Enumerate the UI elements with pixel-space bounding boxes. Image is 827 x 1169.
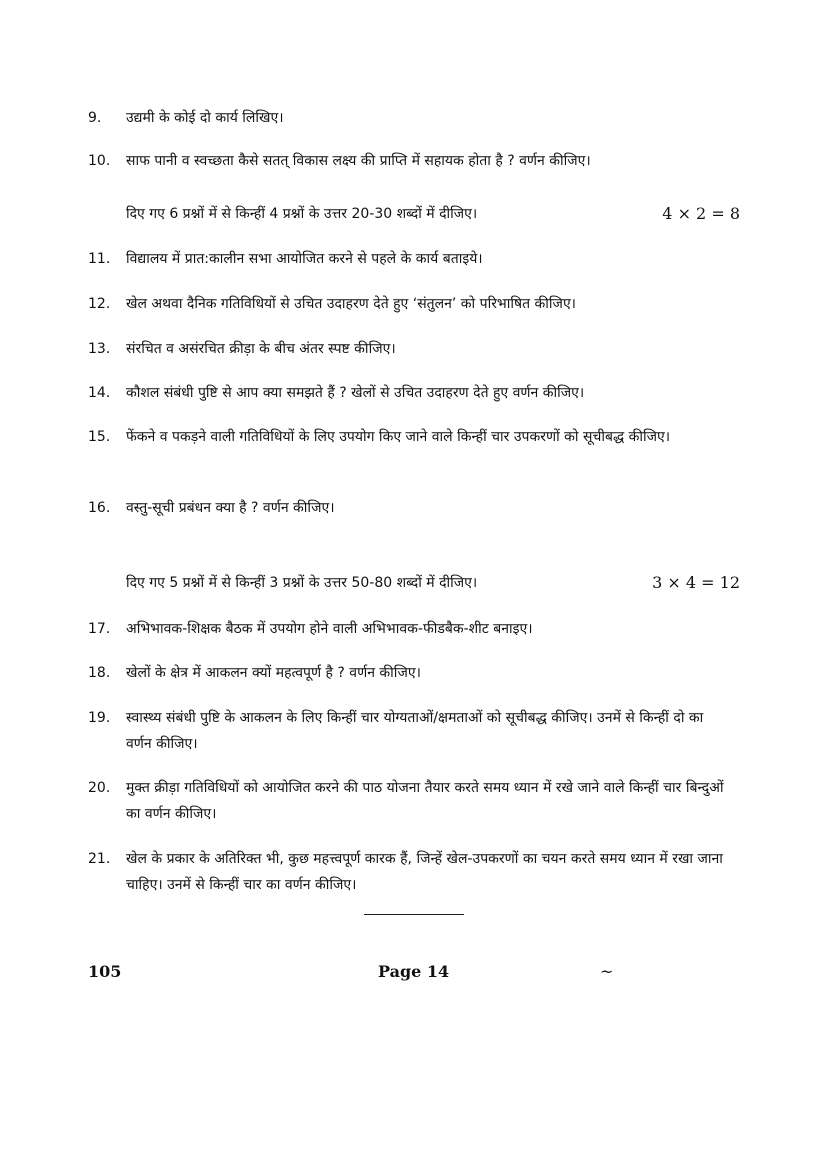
question-14 <box>88 380 728 406</box>
question-12 <box>88 291 728 317</box>
footer-mark: ~ <box>600 962 614 981</box>
question-text: कौशल संबंधी पुष्टि से आप क्या समझते हैं ? खेलों से उचित उदाहरण देते हुए वर्णन कीजिए। <box>126 385 585 401</box>
paper-code: 105 <box>88 962 122 981</box>
question-text: मुक्त क्रीड़ा गतिविधियों को आयोजित करने की पाठ योजना तैयार करते समय ध्यान में रखे जाने वाले किन्हीं चार बिन्दुओं का वर्णन कीजिए। <box>126 780 724 822</box>
question-text: विद्यालय में प्रात:कालीन सभा आयोजित करने से पहले के कार्य बताइये। <box>126 251 483 267</box>
section-marks: 4 × 2 = 8 <box>662 204 740 223</box>
question-number: 9. <box>88 110 102 126</box>
page-number: Page 14 <box>378 962 450 981</box>
question-text: अभिभावक-शिक्षक बैठक में उपयोग होने वाली अभिभावक-फीडबैक-शीट बनाइए। <box>126 621 533 637</box>
question-text: खेल अथवा दैनिक गतिविधियों से उचित उदाहरण देते हुए ‘संतुलन’ को परिभाषित कीजिए। <box>126 296 576 312</box>
question-text: संरचित व असंरचित क्रीड़ा के बीच अंतर स्पष्ट कीजिए। <box>126 341 396 357</box>
section-b-heading <box>126 201 740 227</box>
question-text: खेल के प्रकार के अतिरिक्त भी, कुछ महत्त्वपूर्ण कारक हैं, जिन्हें खेल-उपकरणों का चयन करते समय ध्यान में रखा जाना चाहिए। उनमें से किन्हीं चार का वर्णन कीजिए। <box>126 851 723 893</box>
question-15 <box>88 424 728 450</box>
end-divider <box>364 914 464 915</box>
question-9 <box>88 105 728 131</box>
section-instruction: दिए गए 5 प्रश्नों में से किन्हीं 3 प्रश्नों के उत्तर 50-80 शब्दों में दीजिए। <box>126 575 478 591</box>
question-text: स्वास्थ्य संबंधी पुष्टि के आकलन के लिए किन्हीं चार योग्यताओं/क्षमताओं को सूचीबद्ध कीजिए। उनमें से किन्हीं दो का वर्णन कीजिए। <box>126 710 704 752</box>
section-marks: 3 × 4 = 12 <box>652 573 740 592</box>
question-19 <box>88 705 728 757</box>
question-text: उद्यमी के कोई दो कार्य लिखिए। <box>126 110 284 126</box>
question-number: 19. <box>88 710 111 726</box>
question-16 <box>88 495 728 521</box>
question-text: वस्तु-सूची प्रबंधन क्या है ? वर्णन कीजिए। <box>126 500 335 516</box>
question-number: 15. <box>88 429 111 445</box>
question-text: फेंकने व पकड़ने वाली गतिविधियों के लिए उपयोग किए जाने वाले किन्हीं चार उपकरणों को सूचीबद्ध कीजिए। <box>126 429 671 445</box>
question-20 <box>88 775 728 827</box>
question-number: 17. <box>88 621 111 637</box>
question-11 <box>88 246 728 272</box>
question-text: साफ पानी व स्वच्छता कैसे सतत् विकास लक्ष्य की प्राप्ति में सहायक होता है ? वर्णन कीजिए। <box>126 153 591 169</box>
question-text: खेलों के क्षेत्र में आकलन क्यों महत्वपूर्ण है ? वर्णन कीजिए। <box>126 665 421 681</box>
question-17 <box>88 616 728 642</box>
question-18 <box>88 660 728 686</box>
question-number: 20. <box>88 780 111 796</box>
section-instruction: दिए गए 6 प्रश्नों में से किन्हीं 4 प्रश्नों के उत्तर 20-30 शब्दों में दीजिए। <box>126 206 478 222</box>
question-number: 18. <box>88 665 111 681</box>
question-number: 16. <box>88 500 111 516</box>
question-number: 10. <box>88 153 111 169</box>
question-21 <box>88 846 728 898</box>
question-13 <box>88 336 728 362</box>
section-c-heading <box>126 570 740 596</box>
question-number: 21. <box>88 851 111 867</box>
question-number: 13. <box>88 341 111 357</box>
question-number: 14. <box>88 385 111 401</box>
question-10 <box>88 148 728 174</box>
question-number: 12. <box>88 296 111 312</box>
question-number: 11. <box>88 251 111 267</box>
